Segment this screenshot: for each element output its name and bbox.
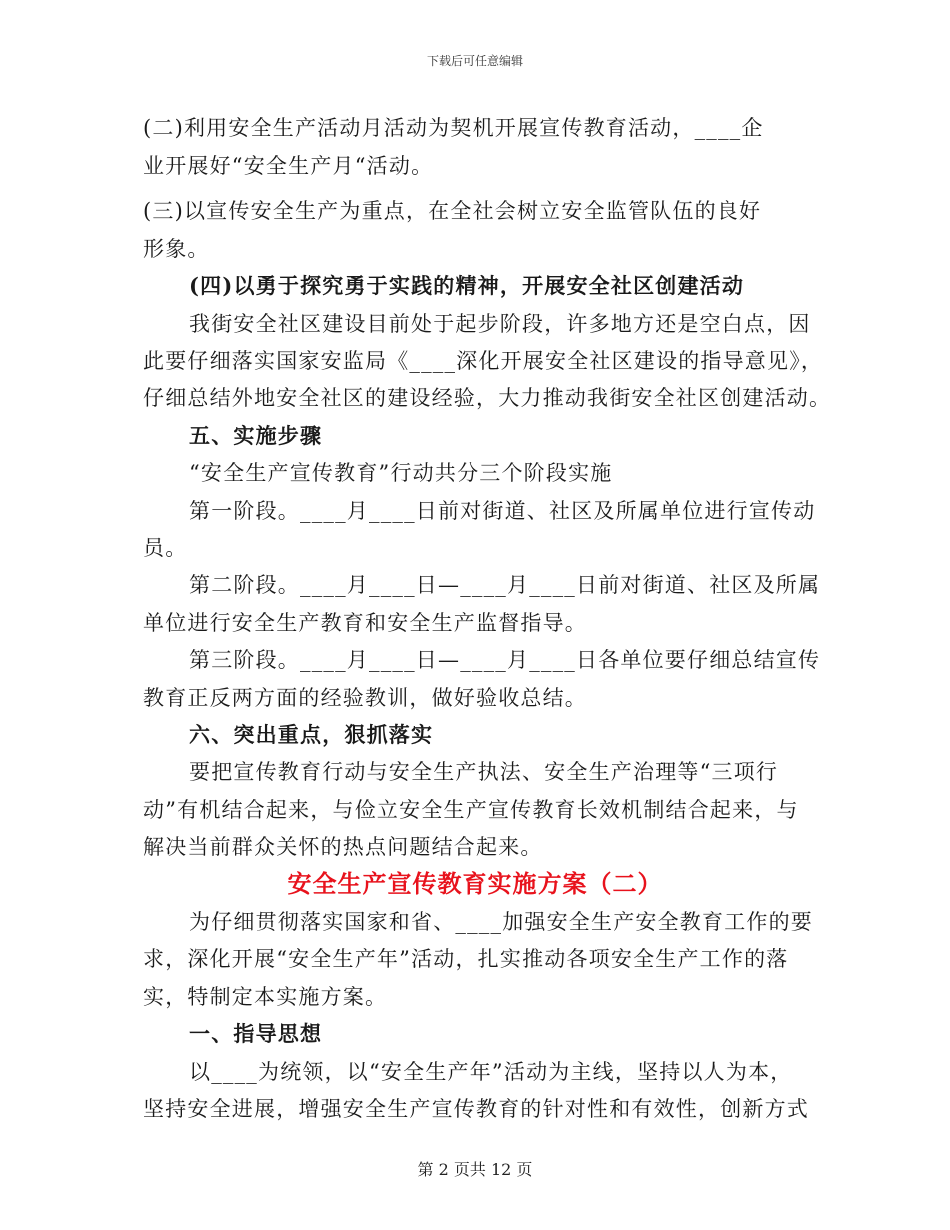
- paragraph-line: 求，深化开展“安全生产年”活动，扎实推动各项安全生产工作的落: [143, 947, 789, 971]
- paragraph-line: 实，特制定本实施方案。: [143, 985, 388, 1009]
- paragraph-line: 第三阶段。____月____日—____月____日各单位要仔细总结宣传: [189, 648, 821, 672]
- page-header: 下载后可任意编辑: [426, 54, 523, 68]
- paragraph-line: 教育正反两方面的经验教训，做好验收总结。: [143, 686, 587, 710]
- paragraph-line: (三)以宣传安全生产为重点，在全社会树立安全监管队伍的良好: [143, 199, 762, 223]
- paragraph-line: 员。: [143, 536, 188, 560]
- paragraph-line: “安全生产宣传教育”行动共分三个阶段实施: [189, 461, 613, 485]
- paragraph-line: 仔细总结外地安全社区的建设经验，大力推动我街安全社区创建活动。: [143, 386, 832, 410]
- paragraph-line: 要把宣传教育行动与安全生产执法、安全生产治理等“三项行: [189, 760, 779, 784]
- paragraph-line: 此要仔细落实国家安监局《____深化开展安全社区建设的指导意见》，: [143, 349, 824, 373]
- paragraph-line: 解决当前群众关怀的热点问题结合起来。: [143, 835, 543, 859]
- paragraph-line: 第一阶段。____月____日前对街道、社区及所属单位进行宣传动: [189, 499, 816, 523]
- paragraph-line: 形象。: [143, 237, 210, 261]
- paragraph-line: 单位进行安全生产教育和安全生产监督指导。: [143, 611, 587, 635]
- section-heading: 一、指导思想: [189, 1021, 323, 1046]
- paragraph-line: 为仔细贯彻落实国家和省、____加强安全生产安全教育工作的要: [189, 910, 813, 934]
- section-heading: (四)以勇于探究勇于实践的精神，开展安全社区创建活动: [189, 273, 745, 298]
- paragraph-line: 业开展好“安全生产月“活动。: [143, 154, 434, 178]
- paragraph-line: 我街安全社区建设目前处于起步阶段，许多地方还是空白点，因: [189, 312, 811, 336]
- page-footer: 第 2 页共 12 页: [417, 1160, 533, 1179]
- paragraph-line: (二)利用安全生产活动月活动为契机开展宣传教育活动，____企: [143, 116, 764, 140]
- paragraph-line: 以____为统领，以“安全生产年”活动为主线，坚持以人为本，: [189, 1060, 793, 1084]
- document-title: 安全生产宣传教育实施方案（二）: [287, 869, 663, 898]
- section-heading: 六、突出重点，狠抓落实: [189, 722, 434, 747]
- paragraph-line: 第二阶段。____月____日—____月____日前对街道、社区及所属: [189, 573, 821, 597]
- paragraph-line: 坚持安全进展，增强安全生产宣传教育的针对性和有效性，创新方式: [143, 1097, 809, 1121]
- section-heading: 五、实施步骤: [189, 423, 323, 448]
- paragraph-line: 动”有机结合起来，与俭立安全生产宣传教育长效机制结合起来，与: [143, 798, 799, 822]
